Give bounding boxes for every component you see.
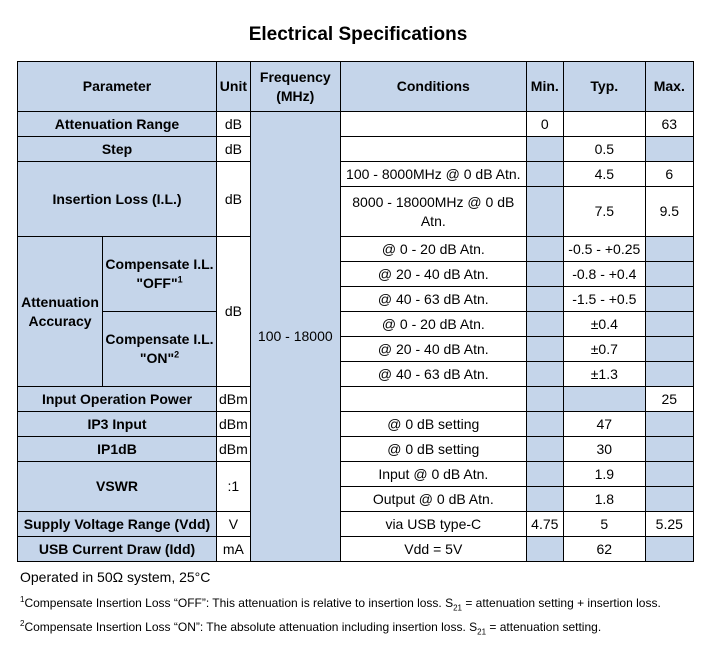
min-cell xyxy=(526,462,563,487)
typ-cell xyxy=(563,387,645,412)
header-row xyxy=(18,62,694,112)
conditions-cell xyxy=(340,387,526,412)
typ-cell: -1.5 - +0.5 xyxy=(563,287,645,312)
unit-cell: dBm xyxy=(217,412,251,437)
table-row xyxy=(18,112,694,137)
typ-cell: 62 xyxy=(563,537,645,562)
typ-cell: -0.5 - +0.25 xyxy=(563,237,645,262)
conditions-cell: Vdd = 5V xyxy=(340,537,526,562)
typ-cell: ±0.4 xyxy=(563,312,645,337)
unit-cell: V xyxy=(217,512,251,537)
max-cell xyxy=(645,262,693,287)
footnote-ref: 2 xyxy=(174,349,180,360)
min-cell xyxy=(526,262,563,287)
table-row xyxy=(18,512,694,537)
conditions-cell: via USB type-C xyxy=(340,512,526,537)
max-cell xyxy=(645,537,693,562)
max-cell: 5.25 xyxy=(645,512,693,537)
conditions-cell: 8000 - 18000MHz @ 0 dB Atn. xyxy=(340,187,526,237)
max-cell xyxy=(645,337,693,362)
min-cell xyxy=(526,287,563,312)
min-cell xyxy=(526,312,563,337)
max-cell xyxy=(645,487,693,512)
table-row xyxy=(18,137,694,162)
min-cell xyxy=(526,237,563,262)
unit-cell: dB xyxy=(217,137,251,162)
min-cell xyxy=(526,362,563,387)
max-cell xyxy=(645,312,693,337)
max-cell xyxy=(645,237,693,262)
max-cell: 25 xyxy=(645,387,693,412)
typ-cell: 1.8 xyxy=(563,487,645,512)
conditions-cell: @ 40 - 63 dB Atn. xyxy=(340,287,526,312)
min-cell xyxy=(526,387,563,412)
header-unit: Unit xyxy=(217,62,251,112)
max-cell xyxy=(645,362,693,387)
param-cell: IP1dB xyxy=(18,437,217,462)
max-cell: 9.5 xyxy=(645,187,693,237)
unit-cell: dB xyxy=(217,237,251,387)
table-row xyxy=(18,237,694,262)
min-cell xyxy=(526,412,563,437)
unit-cell: dB xyxy=(217,112,251,137)
typ-cell: 47 xyxy=(563,412,645,437)
typ-cell: 30 xyxy=(563,437,645,462)
spec-table xyxy=(17,61,694,562)
max-cell xyxy=(645,437,693,462)
unit-cell: mA xyxy=(217,537,251,562)
param-cell: Input Operation Power xyxy=(18,387,217,412)
footnote-ref: 1 xyxy=(177,274,183,285)
conditions-cell: @ 20 - 40 dB Atn. xyxy=(340,337,526,362)
conditions-cell: @ 0 - 20 dB Atn. xyxy=(340,237,526,262)
table-row xyxy=(18,387,694,412)
min-cell xyxy=(526,487,563,512)
min-cell xyxy=(526,137,563,162)
header-conditions: Conditions xyxy=(340,62,526,112)
typ-cell: -0.8 - +0.4 xyxy=(563,262,645,287)
table-row xyxy=(18,437,694,462)
typ-cell: 1.9 xyxy=(563,462,645,487)
unit-cell: :1 xyxy=(217,462,251,512)
conditions-cell: Output @ 0 dB Atn. xyxy=(340,487,526,512)
param-cell: Attenuation Range xyxy=(18,112,217,137)
conditions-cell xyxy=(340,112,526,137)
min-cell xyxy=(526,337,563,362)
min-cell xyxy=(526,437,563,462)
table-row xyxy=(18,462,694,487)
unit-cell: dBm xyxy=(217,387,251,412)
typ-cell: 4.5 xyxy=(563,162,645,187)
compensate-on-cell: Compensate I.L. "ON"$^2$ xyxy=(103,312,217,387)
max-cell: 63 xyxy=(645,112,693,137)
param-cell: USB Current Draw (Idd) xyxy=(18,537,217,562)
conditions-cell: @ 0 dB setting xyxy=(340,412,526,437)
table-row xyxy=(18,537,694,562)
min-cell: 4.75 xyxy=(526,512,563,537)
operating-conditions-note: Operated in 50Ω system, 25°C xyxy=(20,569,211,585)
min-cell xyxy=(526,187,563,237)
typ-cell xyxy=(563,112,645,137)
param-cell: Attenuation Accuracy xyxy=(18,237,103,387)
footnote-1: $^1$Compensate Insertion Loss “OFF”: This attenuation is relative to insertion loss. $S_{21}$ = attenuation setting + insertion loss. xyxy=(20,595,661,613)
max-cell xyxy=(645,287,693,312)
table-row xyxy=(18,412,694,437)
unit-cell: dBm xyxy=(217,437,251,462)
typ-cell: 7.5 xyxy=(563,187,645,237)
header-max: Max. xyxy=(645,62,693,112)
compensate-off-cell: Compensate I.L. "OFF"$^1$ xyxy=(103,237,217,312)
conditions-cell: 100 - 8000MHz @ 0 dB Atn. xyxy=(340,162,526,187)
param-cell: VSWR xyxy=(18,462,217,512)
conditions-cell: @ 0 - 20 dB Atn. xyxy=(340,312,526,337)
conditions-cell: @ 0 dB setting xyxy=(340,437,526,462)
header-typ: Typ. xyxy=(563,62,645,112)
min-cell: 0 xyxy=(526,112,563,137)
header-frequency: Frequency (MHz) xyxy=(250,62,340,112)
table-row xyxy=(18,312,694,337)
min-cell xyxy=(526,162,563,187)
min-cell xyxy=(526,537,563,562)
unit-cell: dB xyxy=(217,162,251,237)
page-title: Electrical Specifications xyxy=(248,24,468,45)
max-cell xyxy=(645,462,693,487)
max-cell: 6 xyxy=(645,162,693,187)
typ-cell: 0.5 xyxy=(563,137,645,162)
param-cell: Insertion Loss (I.L.) xyxy=(18,162,217,237)
header-parameter: Parameter xyxy=(18,62,217,112)
param-cell: Supply Voltage Range (Vdd) xyxy=(18,512,217,537)
header-min: Min. xyxy=(526,62,563,112)
conditions-cell xyxy=(340,137,526,162)
max-cell xyxy=(645,137,693,162)
param-cell: IP3 Input xyxy=(18,412,217,437)
conditions-cell: @ 20 - 40 dB Atn. xyxy=(340,262,526,287)
typ-cell: 5 xyxy=(563,512,645,537)
param-cell: Step xyxy=(18,137,217,162)
typ-cell: ±1.3 xyxy=(563,362,645,387)
table-row xyxy=(18,162,694,187)
max-cell xyxy=(645,412,693,437)
frequency-cell: 100 - 18000 xyxy=(250,112,340,562)
conditions-cell: @ 40 - 63 dB Atn. xyxy=(340,362,526,387)
typ-cell: ±0.7 xyxy=(563,337,645,362)
conditions-cell: Input @ 0 dB Atn. xyxy=(340,462,526,487)
footnote-2: $^2$Compensate Insertion Loss “ON”: The absolute attenuation including insertion loss. $S_{21}$ = attenuation setting. xyxy=(20,619,602,637)
